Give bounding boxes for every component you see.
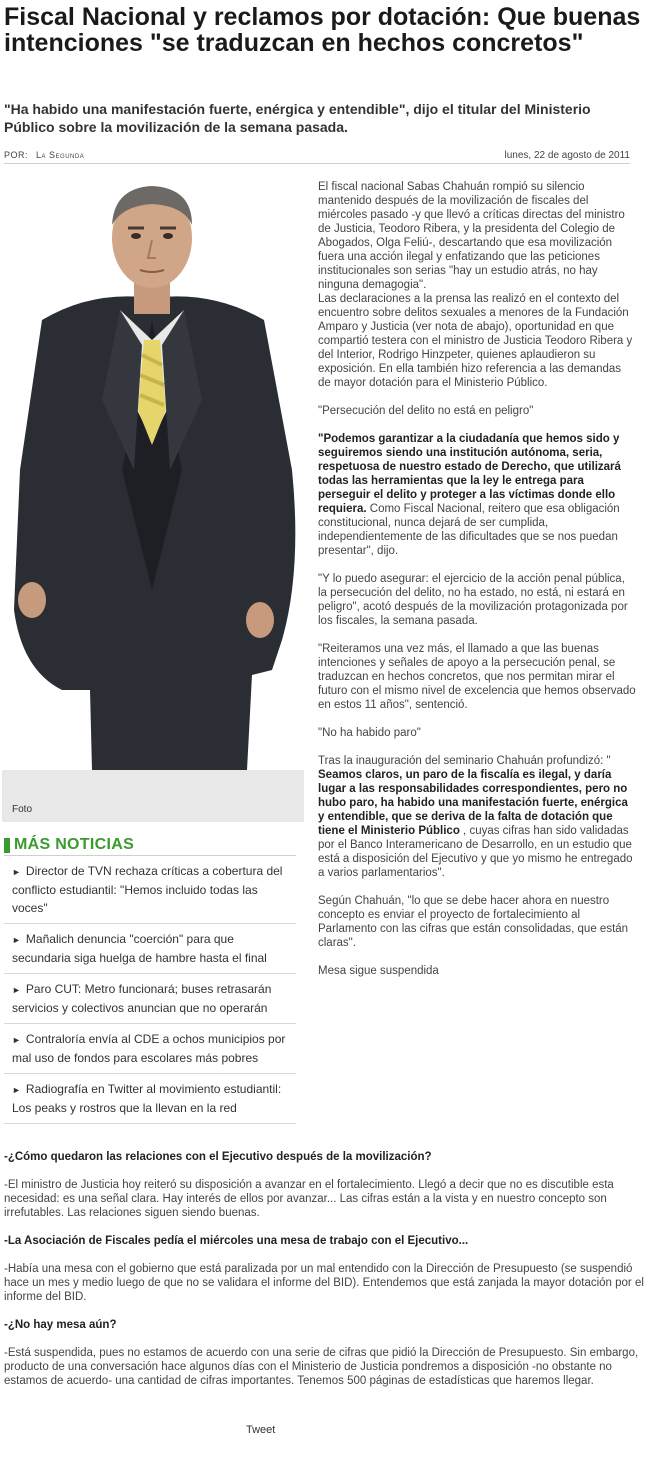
- article-body: [318, 180, 636, 978]
- quote-bold: Seamos claros, un paro de la fiscalía es ilegal, y daría lugar a las responsabilidades correspondientes, pero no hubo paro, ha habido una manifestación fuerte, enérgica y entendible, que se deriva de la falta de dotación que tiene el Ministerio Público: [318, 769, 628, 837]
- quote-bold: "Podemos garantizar a la ciudadanía que hemos sido y seguiremos siendo una institución autónoma, seria, respetuosa de nuestro estado de Derecho, que utilizará todas las herramientas que la ley le entrega para perseguir el delito y proteger a las víctimas donde ello requiera.: [318, 433, 621, 515]
- quote-intro: Tras la inauguración del seminario Chahuán profundizó: ": [318, 755, 611, 767]
- person-photo-illustration: [2, 170, 304, 770]
- interview-question: -¿No hay mesa aún?: [4, 1319, 117, 1331]
- news-link-text[interactable]: Contraloría envía al CDE a ochos municipios por mal uso de fondos para escolares más pobres: [12, 1032, 286, 1065]
- article-headline: Fiscal Nacional y reclamos por dotación: Que buenas intenciones "se traduzcan en hechos concretos": [4, 3, 641, 57]
- interview-section: [4, 1150, 644, 1388]
- section-heading: "Persecución del delito no está en peligro": [318, 405, 534, 417]
- photo-caption-bar: [2, 770, 304, 822]
- interview-question: -¿Cómo quedaron las relaciones con el Ejecutivo después de la movilización?: [4, 1151, 432, 1163]
- body-paragraph: "Reiteramos una vez más, el llamado a que las buenas intenciones y señales de apoyo a la persecución penal, se traduzcan en hechos concretos, que nos permitan mirar el futuro con el mismo nivel de excelencia que hemos observado en estos 11 años", sentenció.: [318, 643, 636, 711]
- body-paragraph: "Y lo puedo asegurar: el ejercicio de la acción penal pública, la persecución del delito, no ha estado, no está, ni estará en peligro", acotó después de la movilización protagonizada por los fiscales, la semana pasada.: [318, 573, 628, 627]
- body-paragraph: Según Chahuán, "lo que se debe hacer ahora en nuestro concepto es enviar el proyecto de fortalecimiento al Parlamento con las cifras que están consolidadas, que están claras".: [318, 895, 629, 949]
- quote-rest: Como Fiscal Nacional, reitero que esa obligación constitucional, nunca dejará de ser cumplida, independientemente de las dificultades que se nos puedan presentar", dijo.: [318, 503, 620, 557]
- quote-paragraph: [318, 754, 636, 880]
- arrow-right-icon: ►: [12, 1085, 21, 1095]
- more-news-panel: [4, 836, 296, 1124]
- arrow-right-icon: ►: [12, 1035, 21, 1045]
- interview-answer: -El ministro de Justicia hoy reiteró su disposición a avanzar en el fortalecimiento. Llegó a decir que no es discutible esta necesidad: es una señal clara. Hay interés de ellos por avanzar... Las cifras están a la vista y en nuestro concepto son irrefutables. Las relaciones siguen siendo buenas.: [4, 1179, 614, 1219]
- news-link-text[interactable]: Mañalich denuncia "coerción" para que secundaria siga huelga de hambre hasta el final: [12, 932, 267, 965]
- tweet-button[interactable]: Tweet: [246, 1424, 276, 1436]
- news-link-text[interactable]: Radiografía en Twitter al movimiento estudiantil: Los peaks y rostros que la llevan en la red: [12, 1082, 282, 1115]
- news-link[interactable]: [4, 924, 296, 974]
- more-news-title: MÁS NOTICIAS: [14, 836, 135, 853]
- arrow-right-icon: ►: [12, 985, 21, 995]
- interview-question: -La Asociación de Fiscales pedía el miércoles una mesa de trabajo con el Ejecutivo...: [4, 1235, 469, 1247]
- publish-date: lunes, 22 de agosto de 2011: [504, 150, 630, 161]
- source-name[interactable]: La Segunda: [36, 150, 85, 160]
- body-paragraph: Las declaraciones a la prensa las realizó en el contexto del encuentro sobre delitos sexuales a menores de la Fundación Amparo y Justicia (ver nota de abajo), oportunidad en que compartió testera con el ministro de Justicia Teodoro Ribera y del Interior, Rodrigo Hinzpeter, quienes aplaudieron su exposición. En ella también hizo referencia a las demandas de mayor dotación para el Ministerio Público.: [318, 293, 633, 389]
- section-heading: Mesa sigue suspendida: [318, 965, 439, 977]
- arrow-right-icon: ►: [12, 867, 21, 877]
- article-subheadline: "Ha habido una manifestación fuerte, enérgica y entendible", dijo el titular del Ministerio Público sobre la movilización de la semana pasada.: [4, 101, 591, 135]
- interview-answer: -Está suspendida, pues no estamos de acuerdo con una serie de cifras que pidió la Dirección de Presupuesto. Sin embargo, producto de una conversación hace algunos días con el Ministerio de Justicia pondremos a disposición -no obstante no estamos de acuerdo- una cantidad de cifras importantes. Tenemos 500 páginas de estadísticas que haremos llegar.: [4, 1347, 639, 1387]
- article-photo: [2, 170, 304, 770]
- quote-paragraph: [318, 432, 636, 558]
- quote-rest: , cuyas cifras han sido validadas por el Banco Interamericano de Desarrollo, en un estudio que está a disposición del Ejecutivo y que yo mismo he entregado a varios parlamentarios".: [318, 825, 633, 879]
- news-link-text[interactable]: Paro CUT: Metro funcionará; buses retrasarán servicios y colectivos anuncian que no operarán: [12, 982, 272, 1015]
- news-link[interactable]: [4, 856, 296, 924]
- by-label: POR:: [4, 150, 29, 160]
- photo-caption: Foto: [12, 804, 33, 815]
- arrow-right-icon: ►: [12, 935, 21, 945]
- more-news-header: [4, 836, 296, 854]
- photo-block: [2, 170, 304, 822]
- more-news-accent-bar: [4, 838, 10, 853]
- body-paragraph: El fiscal nacional Sabas Chahuán rompió su silencio mantenido después de la movilización de fiscales del miércoles pasado -y que llevó a críticas directas del ministro de Justicia, Teodoro Ribera, y la presidenta del Colegio de Abogados, Olga Feliú-, descartando que esa movilización fuera una acción ilegal y enfatizando que las peticiones institucionales son serias "hay un estudio atrás, no hay ninguna demagogia".: [318, 181, 625, 291]
- byline: [4, 148, 630, 164]
- interview-answer: -Había una mesa con el gobierno que está paralizada por un mal entendido con la Dirección de Presupuesto (se suspendió hace un mes y medio luego de que no se validara el informe del BID). Entendemos que está zanjada la mayor dotación por el informe del BID.: [4, 1263, 644, 1303]
- news-link[interactable]: [4, 1074, 296, 1124]
- news-link[interactable]: [4, 974, 296, 1024]
- news-link[interactable]: [4, 1024, 296, 1074]
- section-heading: "No ha habido paro": [318, 727, 421, 739]
- byline-author: [4, 150, 84, 160]
- news-link-text[interactable]: Director de TVN rechaza críticas a cobertura del conflicto estudiantil: "Hemos incluido todas las voces": [12, 864, 283, 915]
